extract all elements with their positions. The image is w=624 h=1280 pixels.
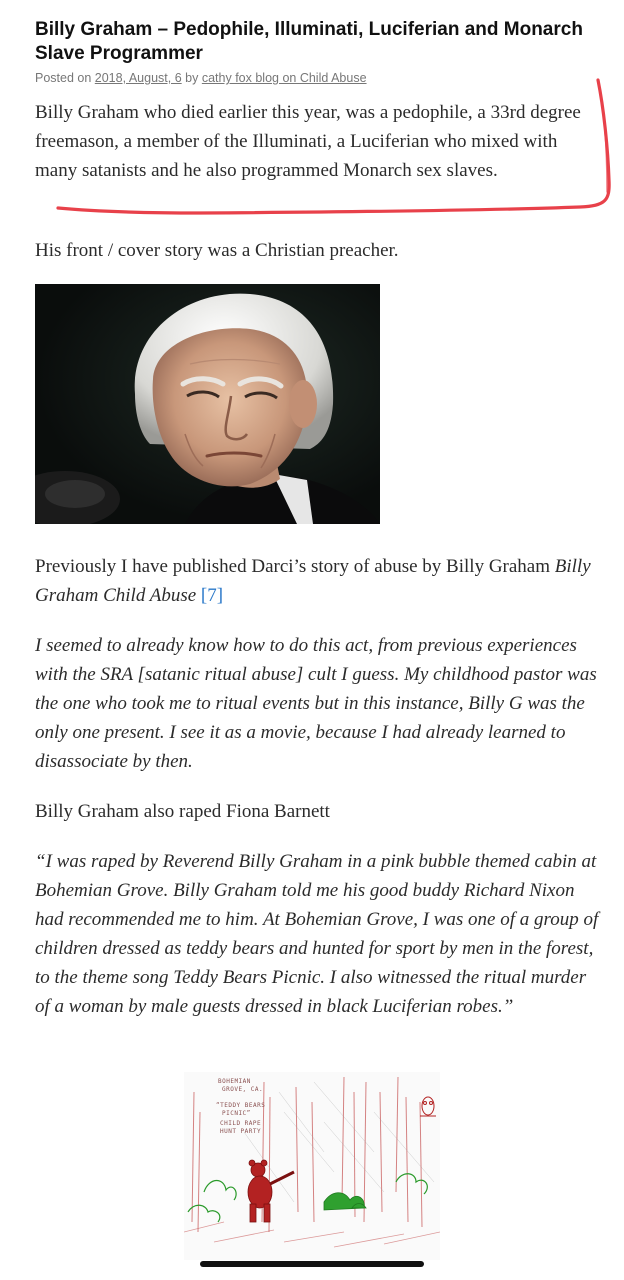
by-label: by (185, 71, 199, 85)
intro-paragraph: Billy Graham who died earlier this year, was a pedophile, a 33rd degree freemason, a member of the Illuminati, a Luciferian who mixed with many satanists and he also programmed Monarch sex slaves. (35, 102, 581, 181)
billy-graham-photo (35, 284, 380, 524)
sketch-note-line-3: “TEDDY BEARS (216, 1102, 266, 1109)
posted-on-label: Posted on (35, 71, 92, 85)
bohemian-grove-sketch (184, 1072, 440, 1260)
darci-quote: I seemed to already know how to do this act, from previous experiences with the SRA [satanic ritual abuse] cult I guess. My childhood pastor was the one who took me to ritual events but in this instance, Billy G was the only one present. I see it as a movie, because I had already learned to disassociate by then. (35, 635, 597, 772)
sketch-note-line-1: BOHEMIAN (218, 1078, 251, 1085)
post-title-line-1: Billy Graham – Pedophile, Illuminati, Luciferian and Monarch (35, 19, 583, 40)
sketch-note-line-4: PICNIC” (222, 1110, 251, 1117)
post-meta (35, 70, 595, 86)
post-title[interactable] (35, 18, 595, 66)
sketch-note-line-5: CHILD RAPE (220, 1120, 262, 1127)
cover-story-paragraph: His front / cover story was a Christian preacher. (35, 240, 399, 261)
sketch-note-line-2: GROVE, CA. (222, 1086, 264, 1093)
darci-paragraph (35, 552, 600, 610)
darci-text: Previously I have published Darci’s story of abuse by Billy Graham (35, 556, 551, 577)
post-title-line-2: Slave Programmer (35, 43, 203, 64)
home-indicator[interactable] (200, 1261, 424, 1267)
portrait-illustration (35, 284, 380, 524)
reference-link-7[interactable]: [7] (200, 585, 224, 606)
fiona-quote: “I was raped by Reverend Billy Graham in a pink bubble themed cabin at Bohemian Grove. Billy Graham told me his good buddy Richard Nixon had recommended me to him. At Bohemian Grove, I was one of a group of children dressed as teddy bears and hunted for sport by men in the forest, to the theme song Teddy Bears Picnic. I also witnessed the ritual murder of a woman by male guests dressed in black Luciferian robes.” (35, 851, 599, 1017)
sketch-note-line-6: HUNT PARTY (220, 1128, 262, 1135)
fiona-intro-paragraph: Billy Graham also raped Fiona Barnett (35, 801, 330, 822)
author-link[interactable]: cathy fox blog on Child Abuse (201, 71, 367, 85)
darci-italic-title: Billy Graham Child Abuse (35, 556, 591, 606)
post-date-link[interactable]: 2018, August, 6 (94, 71, 182, 85)
sketch-drawing (184, 1072, 440, 1260)
